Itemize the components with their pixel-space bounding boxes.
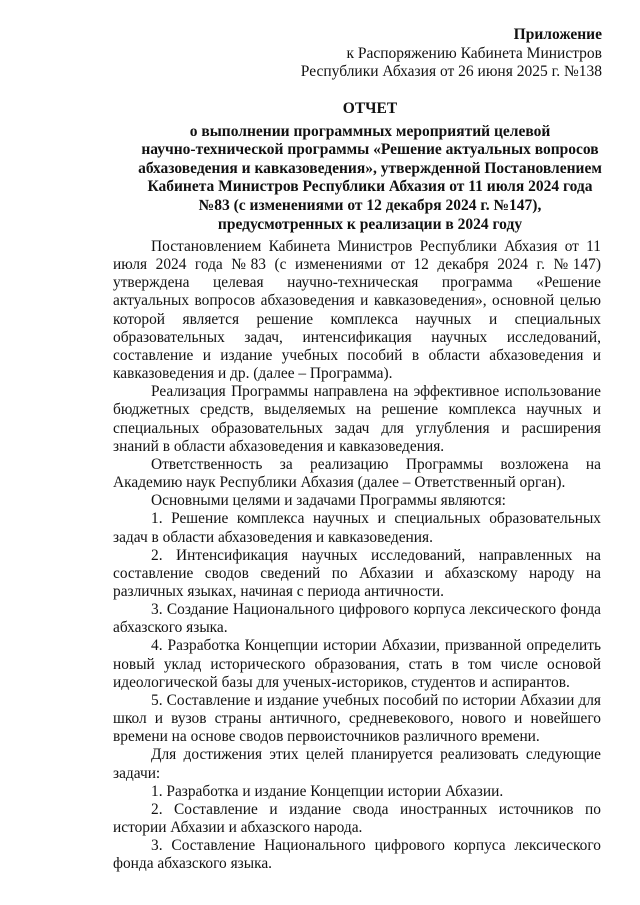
- report-heading: ОТЧЕТ: [342, 100, 398, 117]
- goal-item: 2. Интенсификация научных исследований, направленных на составление сводов сведений по Абхазии и абхазскому народу на различных языках, начиная с периода античности.: [113, 546, 601, 600]
- appendix-label: Приложение: [513, 26, 602, 43]
- task-item: 2. Составление и издание свода иностранных источников по истории Абхазии и абхазского народа.: [113, 800, 601, 836]
- task-item: 3. Составление Национального цифрового корпуса лексического фонда абхазского языка.: [113, 837, 601, 873]
- title-line: научно-технической программы «Решение актуальных вопросов: [141, 141, 599, 159]
- appendix-header: [301, 26, 602, 82]
- report-body: [113, 238, 601, 873]
- report-title: [100, 100, 640, 234]
- goal-item: 1. Решение комплекса научных и специальных образовательных задач в области абхазоведения и кавказоведения.: [113, 510, 601, 546]
- paragraph: Основными целями и задачами Программы являются:: [151, 492, 506, 510]
- appendix-reference-line: Республики Абхазия от 26 июня 2025 г. №138: [300, 63, 602, 80]
- title-line: №83 (с изменениями от 12 декабря 2024 г. №147),: [198, 196, 542, 214]
- paragraph: Ответственность за реализацию Программы возложена на Академию наук Республики Абхазия (далее – Ответственный орган).: [113, 455, 601, 492]
- goal-item: 4. Разработка Концепции истории Абхазии, призванной определить новый уклад исторического образования, стать в том числе основой идеологической базы для ученых-историков, студентов и аспирантов.: [113, 637, 601, 691]
- task-item: 1. Разработка и издание Концепции истории Абхазии.: [151, 782, 504, 800]
- paragraph: Реализация Программы направлена на эффективное использование бюджетных средств, выделяемых на решение комплекса научных и специальных образовательных задач для углубления и расширения знаний в области абхазоведения и кавказоведения.: [113, 383, 601, 455]
- title-line: Кабинета Министров Республики Абхазия от 11 июля 2024 года: [147, 178, 593, 196]
- title-line: абхазоведения и кавказоведения», утвержденной Постановлением: [138, 159, 602, 177]
- title-line: о выполнении программных мероприятий целевой: [189, 122, 551, 140]
- paragraph: Постановлением Кабинета Министров Республики Абхазия от 11 июля 2024 года №83 (с изменениями от 12 декабря 2024 г. №147) утверждена целевая научно-техническая программа «Решение актуальных вопросов абхазоведения и кавказоведения», основной целью которой является решение комплекса научных и специальных образовательных задач, интенсификация научных исследований, составление и издание учебных пособий в области абхазоведения и кавказоведения и др. (далее – Программа).: [113, 238, 601, 383]
- goal-item: 5. Составление и издание учебных пособий по истории Абхазии для школ и вузов страны античного, средневекового, нового и новейшего времени на основе сводов первоисточников различного времени.: [113, 691, 601, 746]
- paragraph: Для достижения этих целей планируется реализовать следующие задачи:: [113, 746, 601, 782]
- title-line: предусмотренных к реализации в 2024 году: [217, 215, 523, 233]
- goal-item: 3. Создание Национального цифрового корпуса лексического фонда абхазского языка.: [113, 601, 601, 637]
- appendix-reference-line: к Распоряжению Кабинета Министров: [346, 44, 602, 62]
